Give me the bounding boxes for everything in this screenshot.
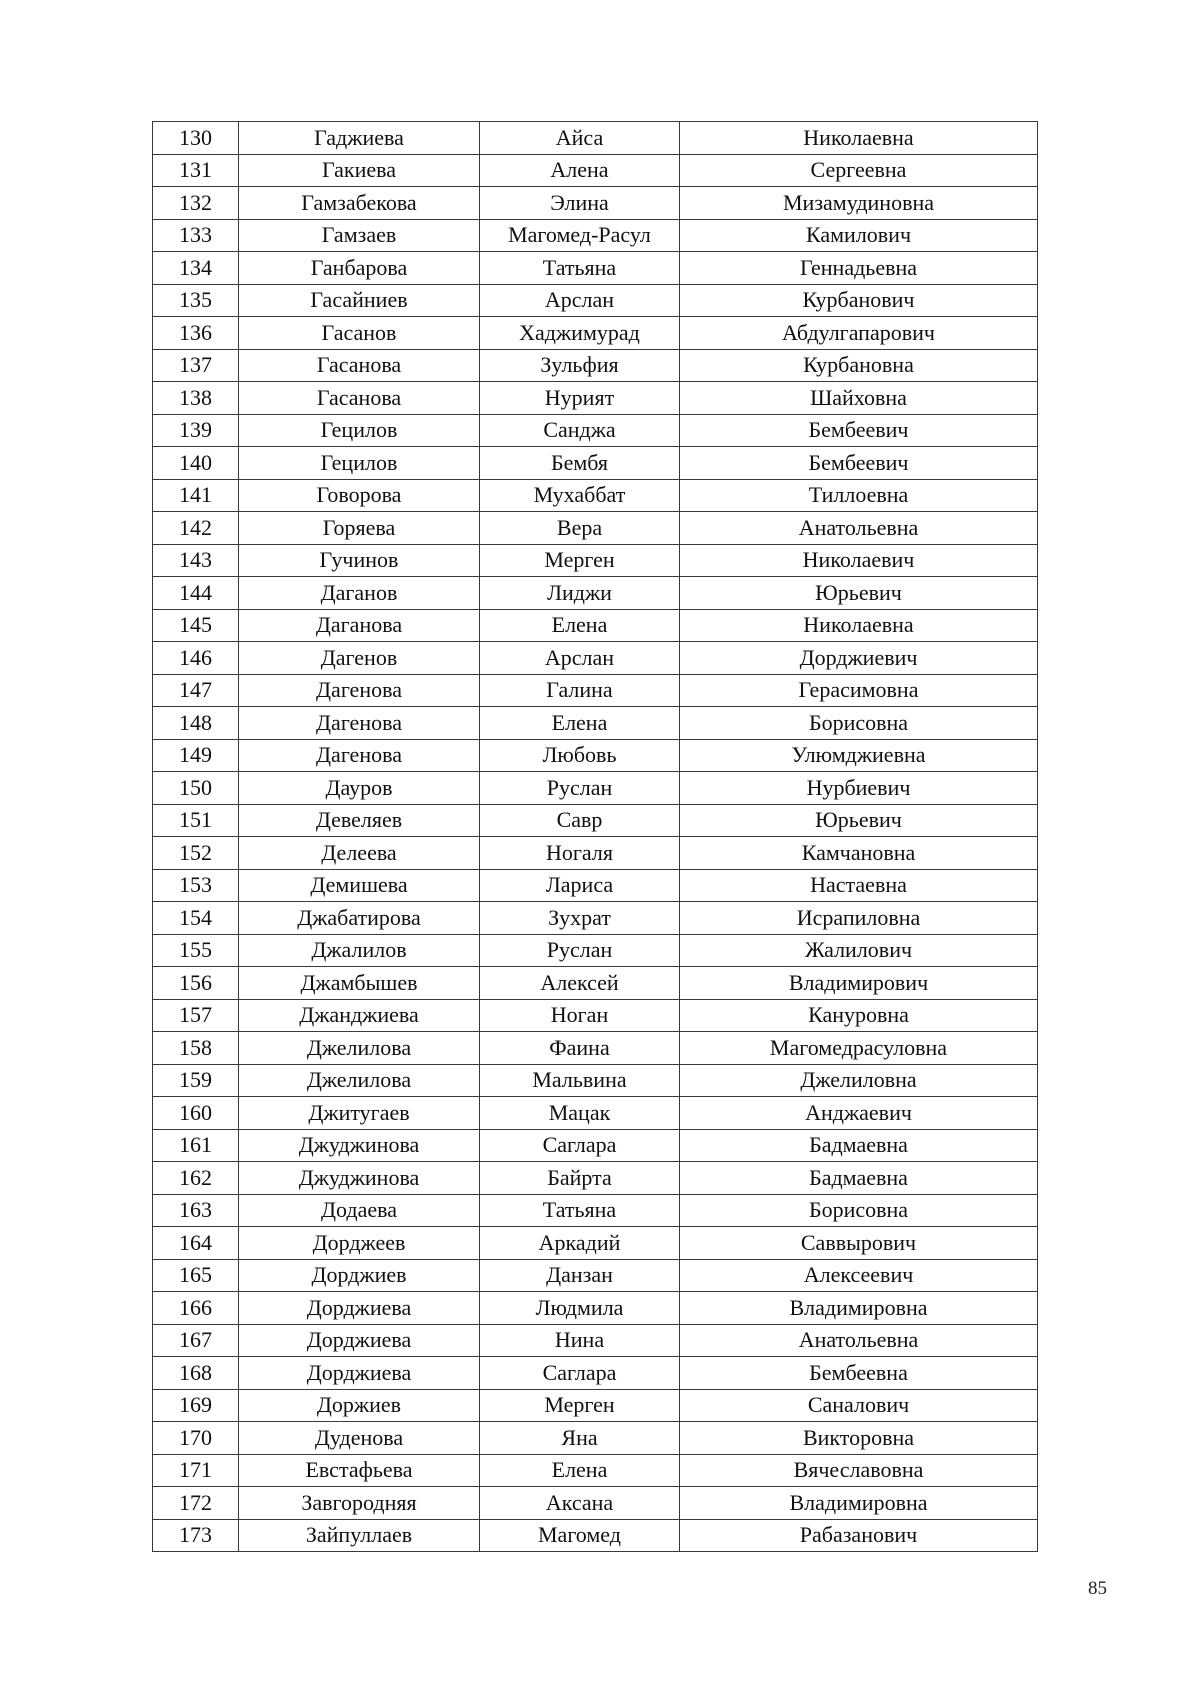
- table-row: [153, 1227, 1038, 1260]
- patronymic-cell: Нурбиевич: [680, 772, 1038, 805]
- first-name-cell: Елена: [480, 609, 680, 642]
- surname-cell: Додаева: [239, 1194, 480, 1227]
- first-name-cell: Мухаббат: [480, 479, 680, 512]
- patronymic-cell: Бембеевич: [680, 414, 1038, 447]
- surname-cell: Дорджеев: [239, 1227, 480, 1260]
- first-name-cell: Руслан: [480, 934, 680, 967]
- patronymic-cell: Бадмаевна: [680, 1129, 1038, 1162]
- table-row: [153, 869, 1038, 902]
- first-name-cell: Мерген: [480, 1389, 680, 1422]
- row-number-cell: 152: [153, 837, 239, 870]
- surname-cell: Гучинов: [239, 544, 480, 577]
- surname-cell: Даганов: [239, 577, 480, 610]
- surname-cell: Делеева: [239, 837, 480, 870]
- row-number-cell: 133: [153, 219, 239, 252]
- patronymic-cell: Магомедрасуловна: [680, 1032, 1038, 1065]
- patronymic-cell: Герасимовна: [680, 674, 1038, 707]
- row-number-cell: 137: [153, 349, 239, 382]
- surname-cell: Зайпуллаев: [239, 1519, 480, 1552]
- row-number-cell: 142: [153, 512, 239, 545]
- first-name-cell: Арслан: [480, 284, 680, 317]
- surname-cell: Даганова: [239, 609, 480, 642]
- row-number-cell: 149: [153, 739, 239, 772]
- table-row: [153, 447, 1038, 480]
- patronymic-cell: Сергеевна: [680, 154, 1038, 187]
- patronymic-cell: Бембеевич: [680, 447, 1038, 480]
- surname-cell: Говорова: [239, 479, 480, 512]
- patronymic-cell: Саналович: [680, 1389, 1038, 1422]
- table-row: [153, 642, 1038, 675]
- table-row: [153, 1487, 1038, 1520]
- first-name-cell: Фаина: [480, 1032, 680, 1065]
- first-name-cell: Санджа: [480, 414, 680, 447]
- first-name-cell: Лиджи: [480, 577, 680, 610]
- row-number-cell: 162: [153, 1162, 239, 1195]
- patronymic-cell: Курбановна: [680, 349, 1038, 382]
- surname-cell: Гецилов: [239, 414, 480, 447]
- table-row: [153, 544, 1038, 577]
- first-name-cell: Зухрат: [480, 902, 680, 935]
- first-name-cell: Аркадий: [480, 1227, 680, 1260]
- row-number-cell: 155: [153, 934, 239, 967]
- row-number-cell: 147: [153, 674, 239, 707]
- first-name-cell: Айса: [480, 122, 680, 155]
- table-row: [153, 284, 1038, 317]
- surname-cell: Горяева: [239, 512, 480, 545]
- surname-cell: Дагенова: [239, 739, 480, 772]
- surname-cell: Гамзабекова: [239, 187, 480, 220]
- surname-cell: Ганбарова: [239, 252, 480, 285]
- table-row: [153, 1194, 1038, 1227]
- table-row: [153, 674, 1038, 707]
- table-row: [153, 1162, 1038, 1195]
- table-row: [153, 1032, 1038, 1065]
- first-name-cell: Данзан: [480, 1259, 680, 1292]
- patronymic-cell: Владимировна: [680, 1487, 1038, 1520]
- first-name-cell: Галина: [480, 674, 680, 707]
- row-number-cell: 139: [153, 414, 239, 447]
- surname-cell: Джанджиева: [239, 999, 480, 1032]
- row-number-cell: 141: [153, 479, 239, 512]
- patronymic-cell: Юрьевич: [680, 577, 1038, 610]
- row-number-cell: 163: [153, 1194, 239, 1227]
- surname-cell: Дагенова: [239, 674, 480, 707]
- table-row: [153, 934, 1038, 967]
- row-number-cell: 165: [153, 1259, 239, 1292]
- patronymic-cell: Николаевна: [680, 609, 1038, 642]
- table-row: [153, 317, 1038, 350]
- row-number-cell: 157: [153, 999, 239, 1032]
- table-row: [153, 609, 1038, 642]
- patronymic-cell: Анатольевна: [680, 1324, 1038, 1357]
- table-row: [153, 707, 1038, 740]
- table-row: [153, 804, 1038, 837]
- first-name-cell: Нурият: [480, 382, 680, 415]
- row-number-cell: 131: [153, 154, 239, 187]
- surname-cell: Дауров: [239, 772, 480, 805]
- row-number-cell: 171: [153, 1454, 239, 1487]
- first-name-cell: Ноган: [480, 999, 680, 1032]
- table-row: [153, 414, 1038, 447]
- row-number-cell: 170: [153, 1422, 239, 1455]
- surname-cell: Гамзаев: [239, 219, 480, 252]
- row-number-cell: 150: [153, 772, 239, 805]
- surname-cell: Дорджиева: [239, 1292, 480, 1325]
- first-name-cell: Яна: [480, 1422, 680, 1455]
- surname-cell: Гаджиева: [239, 122, 480, 155]
- first-name-cell: Елена: [480, 1454, 680, 1487]
- surname-cell: Дорджиева: [239, 1357, 480, 1390]
- row-number-cell: 166: [153, 1292, 239, 1325]
- table-row: [153, 252, 1038, 285]
- patronymic-cell: Бембеевна: [680, 1357, 1038, 1390]
- surname-cell: Дагенов: [239, 642, 480, 675]
- row-number-cell: 134: [153, 252, 239, 285]
- row-number-cell: 164: [153, 1227, 239, 1260]
- surname-cell: Гасайниев: [239, 284, 480, 317]
- patronymic-cell: Владимирович: [680, 967, 1038, 1000]
- row-number-cell: 173: [153, 1519, 239, 1552]
- table-row: [153, 902, 1038, 935]
- row-number-cell: 158: [153, 1032, 239, 1065]
- row-number-cell: 135: [153, 284, 239, 317]
- patronymic-cell: Камилович: [680, 219, 1038, 252]
- row-number-cell: 159: [153, 1064, 239, 1097]
- table-row: [153, 739, 1038, 772]
- table-row: [153, 967, 1038, 1000]
- names-table-body: [153, 122, 1038, 1552]
- patronymic-cell: Абдулгапарович: [680, 317, 1038, 350]
- first-name-cell: Руслан: [480, 772, 680, 805]
- row-number-cell: 138: [153, 382, 239, 415]
- row-number-cell: 168: [153, 1357, 239, 1390]
- patronymic-cell: Рабазанович: [680, 1519, 1038, 1552]
- row-number-cell: 136: [153, 317, 239, 350]
- first-name-cell: Алена: [480, 154, 680, 187]
- patronymic-cell: Тиллоевна: [680, 479, 1038, 512]
- patronymic-cell: Бадмаевна: [680, 1162, 1038, 1195]
- surname-cell: Джамбышев: [239, 967, 480, 1000]
- first-name-cell: Мальвина: [480, 1064, 680, 1097]
- row-number-cell: 160: [153, 1097, 239, 1130]
- first-name-cell: Алексей: [480, 967, 680, 1000]
- surname-cell: Завгородняя: [239, 1487, 480, 1520]
- table-row: [153, 1064, 1038, 1097]
- first-name-cell: Ногаля: [480, 837, 680, 870]
- patronymic-cell: Камчановна: [680, 837, 1038, 870]
- first-name-cell: Мацак: [480, 1097, 680, 1130]
- row-number-cell: 132: [153, 187, 239, 220]
- table-row: [153, 1357, 1038, 1390]
- surname-cell: Джелилова: [239, 1032, 480, 1065]
- table-row: [153, 382, 1038, 415]
- surname-cell: Демишева: [239, 869, 480, 902]
- first-name-cell: Байрта: [480, 1162, 680, 1195]
- surname-cell: Дорджиев: [239, 1259, 480, 1292]
- table-row: [153, 1259, 1038, 1292]
- row-number-cell: 145: [153, 609, 239, 642]
- patronymic-cell: Николаевич: [680, 544, 1038, 577]
- page-number: 85: [1088, 1578, 1107, 1599]
- surname-cell: Дагенова: [239, 707, 480, 740]
- patronymic-cell: Геннадьевна: [680, 252, 1038, 285]
- first-name-cell: Любовь: [480, 739, 680, 772]
- surname-cell: Джалилов: [239, 934, 480, 967]
- patronymic-cell: Викторовна: [680, 1422, 1038, 1455]
- patronymic-cell: Джелиловна: [680, 1064, 1038, 1097]
- first-name-cell: Мерген: [480, 544, 680, 577]
- row-number-cell: 144: [153, 577, 239, 610]
- surname-cell: Джитугаев: [239, 1097, 480, 1130]
- table-row: [153, 154, 1038, 187]
- table-row: [153, 1454, 1038, 1487]
- first-name-cell: Татьяна: [480, 252, 680, 285]
- patronymic-cell: Борисовна: [680, 1194, 1038, 1227]
- first-name-cell: Лариса: [480, 869, 680, 902]
- row-number-cell: 161: [153, 1129, 239, 1162]
- patronymic-cell: Анатольевна: [680, 512, 1038, 545]
- first-name-cell: Зульфия: [480, 349, 680, 382]
- first-name-cell: Нина: [480, 1324, 680, 1357]
- patronymic-cell: Вячеславовна: [680, 1454, 1038, 1487]
- surname-cell: Гецилов: [239, 447, 480, 480]
- patronymic-cell: Настаевна: [680, 869, 1038, 902]
- surname-cell: Гакиева: [239, 154, 480, 187]
- first-name-cell: Татьяна: [480, 1194, 680, 1227]
- first-name-cell: Магомед-Расул: [480, 219, 680, 252]
- row-number-cell: 146: [153, 642, 239, 675]
- patronymic-cell: Анджаевич: [680, 1097, 1038, 1130]
- first-name-cell: Магомед: [480, 1519, 680, 1552]
- surname-cell: Дуденова: [239, 1422, 480, 1455]
- table-row: [153, 349, 1038, 382]
- surname-cell: Девеляев: [239, 804, 480, 837]
- table-row: [153, 1129, 1038, 1162]
- table-row: [153, 479, 1038, 512]
- row-number-cell: 172: [153, 1487, 239, 1520]
- table-row: [153, 577, 1038, 610]
- patronymic-cell: Кануровна: [680, 999, 1038, 1032]
- table-row: [153, 512, 1038, 545]
- row-number-cell: 140: [153, 447, 239, 480]
- patronymic-cell: Юрьевич: [680, 804, 1038, 837]
- table-row: [153, 1422, 1038, 1455]
- patronymic-cell: Курбанович: [680, 284, 1038, 317]
- table-row: [153, 837, 1038, 870]
- first-name-cell: Елена: [480, 707, 680, 740]
- first-name-cell: Бембя: [480, 447, 680, 480]
- first-name-cell: Элина: [480, 187, 680, 220]
- surname-cell: Евстафьева: [239, 1454, 480, 1487]
- patronymic-cell: Николаевна: [680, 122, 1038, 155]
- table-row: [153, 1324, 1038, 1357]
- row-number-cell: 151: [153, 804, 239, 837]
- surname-cell: Джабатирова: [239, 902, 480, 935]
- surname-cell: Джуджинова: [239, 1129, 480, 1162]
- surname-cell: Гасанов: [239, 317, 480, 350]
- patronymic-cell: Саввырович: [680, 1227, 1038, 1260]
- first-name-cell: Саглара: [480, 1129, 680, 1162]
- table-row: [153, 187, 1038, 220]
- surname-cell: Доржиев: [239, 1389, 480, 1422]
- first-name-cell: Саглара: [480, 1357, 680, 1390]
- table-row: [153, 1292, 1038, 1325]
- row-number-cell: 130: [153, 122, 239, 155]
- table-row: [153, 1519, 1038, 1552]
- row-number-cell: 156: [153, 967, 239, 1000]
- table-row: [153, 219, 1038, 252]
- patronymic-cell: Шайховна: [680, 382, 1038, 415]
- row-number-cell: 143: [153, 544, 239, 577]
- surname-cell: Джуджинова: [239, 1162, 480, 1195]
- patronymic-cell: Мизамудиновна: [680, 187, 1038, 220]
- surname-cell: Гасанова: [239, 349, 480, 382]
- patronymic-cell: Жалилович: [680, 934, 1038, 967]
- surname-cell: Гасанова: [239, 382, 480, 415]
- names-table: [152, 121, 1038, 1552]
- patronymic-cell: Дорджиевич: [680, 642, 1038, 675]
- table-row: [153, 772, 1038, 805]
- table-row: [153, 1389, 1038, 1422]
- row-number-cell: 167: [153, 1324, 239, 1357]
- surname-cell: Дорджиева: [239, 1324, 480, 1357]
- patronymic-cell: Владимировна: [680, 1292, 1038, 1325]
- table-row: [153, 999, 1038, 1032]
- row-number-cell: 169: [153, 1389, 239, 1422]
- patronymic-cell: Улюмджиевна: [680, 739, 1038, 772]
- row-number-cell: 154: [153, 902, 239, 935]
- patronymic-cell: Алексеевич: [680, 1259, 1038, 1292]
- patronymic-cell: Исрапиловна: [680, 902, 1038, 935]
- first-name-cell: Людмила: [480, 1292, 680, 1325]
- first-name-cell: Аксана: [480, 1487, 680, 1520]
- first-name-cell: Вера: [480, 512, 680, 545]
- row-number-cell: 148: [153, 707, 239, 740]
- first-name-cell: Хаджимурад: [480, 317, 680, 350]
- surname-cell: Джелилова: [239, 1064, 480, 1097]
- first-name-cell: Арслан: [480, 642, 680, 675]
- patronymic-cell: Борисовна: [680, 707, 1038, 740]
- table-row: [153, 122, 1038, 155]
- row-number-cell: 153: [153, 869, 239, 902]
- table-row: [153, 1097, 1038, 1130]
- first-name-cell: Савр: [480, 804, 680, 837]
